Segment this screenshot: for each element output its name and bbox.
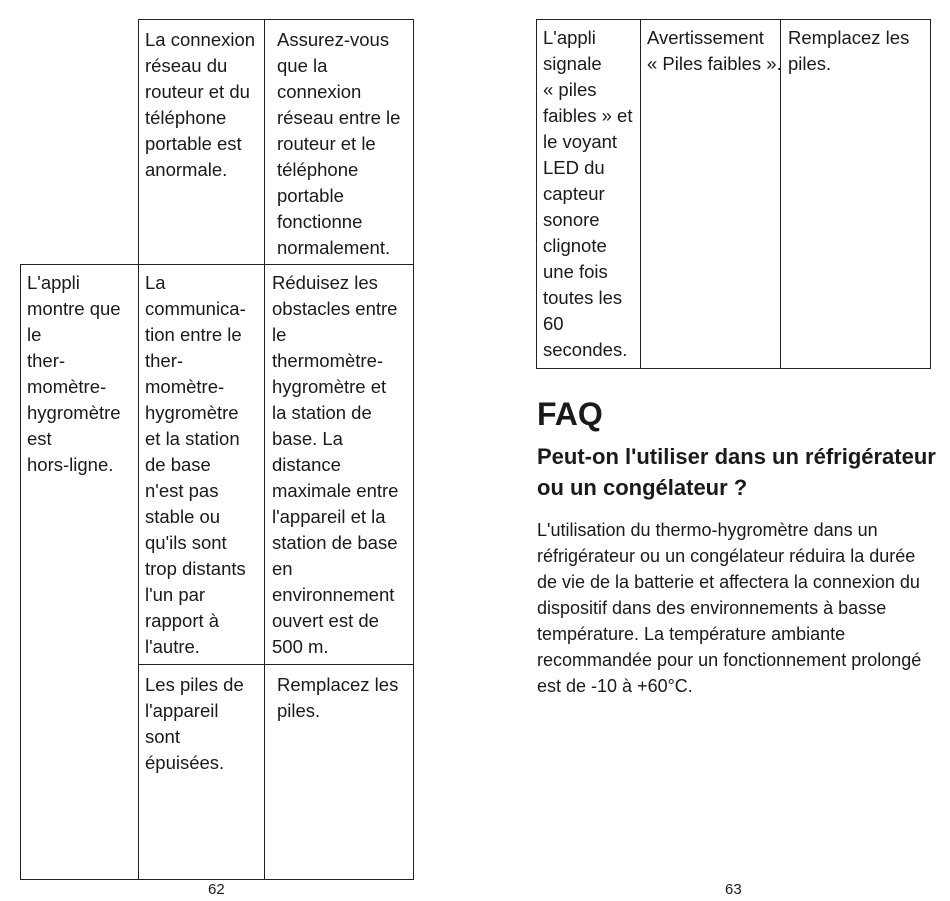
table-cell-solution: Réduisez les obstacles entre le thermomètre- hygromètre et la station de base. La distance maximale entre l'appareil et la station de base en environnement ouvert est de 500 m. (272, 272, 399, 657)
page-number-right: 63 (725, 881, 742, 898)
faq-question: Peut-on l'utiliser dans un réfrigérateur ou un congélateur ? (537, 444, 936, 500)
table-column-divider (640, 19, 641, 369)
table-border-top (138, 19, 414, 20)
table-cell-solution: Remplacez les piles. (788, 27, 910, 74)
faq-answer: L'utilisation du thermo-hygromètre dans un réfrigérateur ou un congélateur réduira la durée de vie de la batterie et affectera la connexion du dispositif dans des environnements à basse température. La température ambiante recommandée pour un fonctionnement prolongé est de -10 à +60°C. (537, 520, 922, 696)
table-row-divider (20, 264, 414, 265)
table-border-left (536, 19, 537, 369)
table-row-divider (138, 664, 414, 665)
table-cell-cause: La connexion réseau du routeur et du téléphone portable est anormale. (145, 29, 256, 180)
table-border-right (930, 19, 931, 369)
table-cell-cause: Les piles de l'appareil sont épuisées. (145, 674, 244, 773)
table-cell-solution: Remplacez les piles. (277, 674, 399, 721)
table-cell-cause: La communica- tion entre le ther- momètre- hygromètre et la station de base n'est pas stable ou qu'ils sont trop distants l'un par rapport à l'autre. (145, 272, 246, 657)
page-number-left: 62 (208, 881, 225, 898)
faq-heading: FAQ (537, 396, 603, 432)
table-border-right (413, 19, 414, 880)
table-column-divider (264, 19, 265, 880)
table-cell-cause: Avertissement « Piles faibles ». (647, 27, 782, 74)
table-border-bottom (536, 368, 931, 369)
table-cell-symptom: L'appli montre que le ther- momètre- hygromètre est hors-ligne. (27, 272, 121, 475)
table-column-divider (138, 19, 139, 880)
table-cell-solution: Assurez-vous que la connexion réseau entre le routeur et le téléphone portable fonctionne normalement. (277, 29, 401, 258)
table-border-left (20, 264, 21, 880)
table-border-top (536, 19, 931, 20)
table-cell-symptom: L'appli signale « piles faibles » et le voyant LED du capteur sonore clignote une fois toutes les 60 secondes. (543, 27, 633, 360)
